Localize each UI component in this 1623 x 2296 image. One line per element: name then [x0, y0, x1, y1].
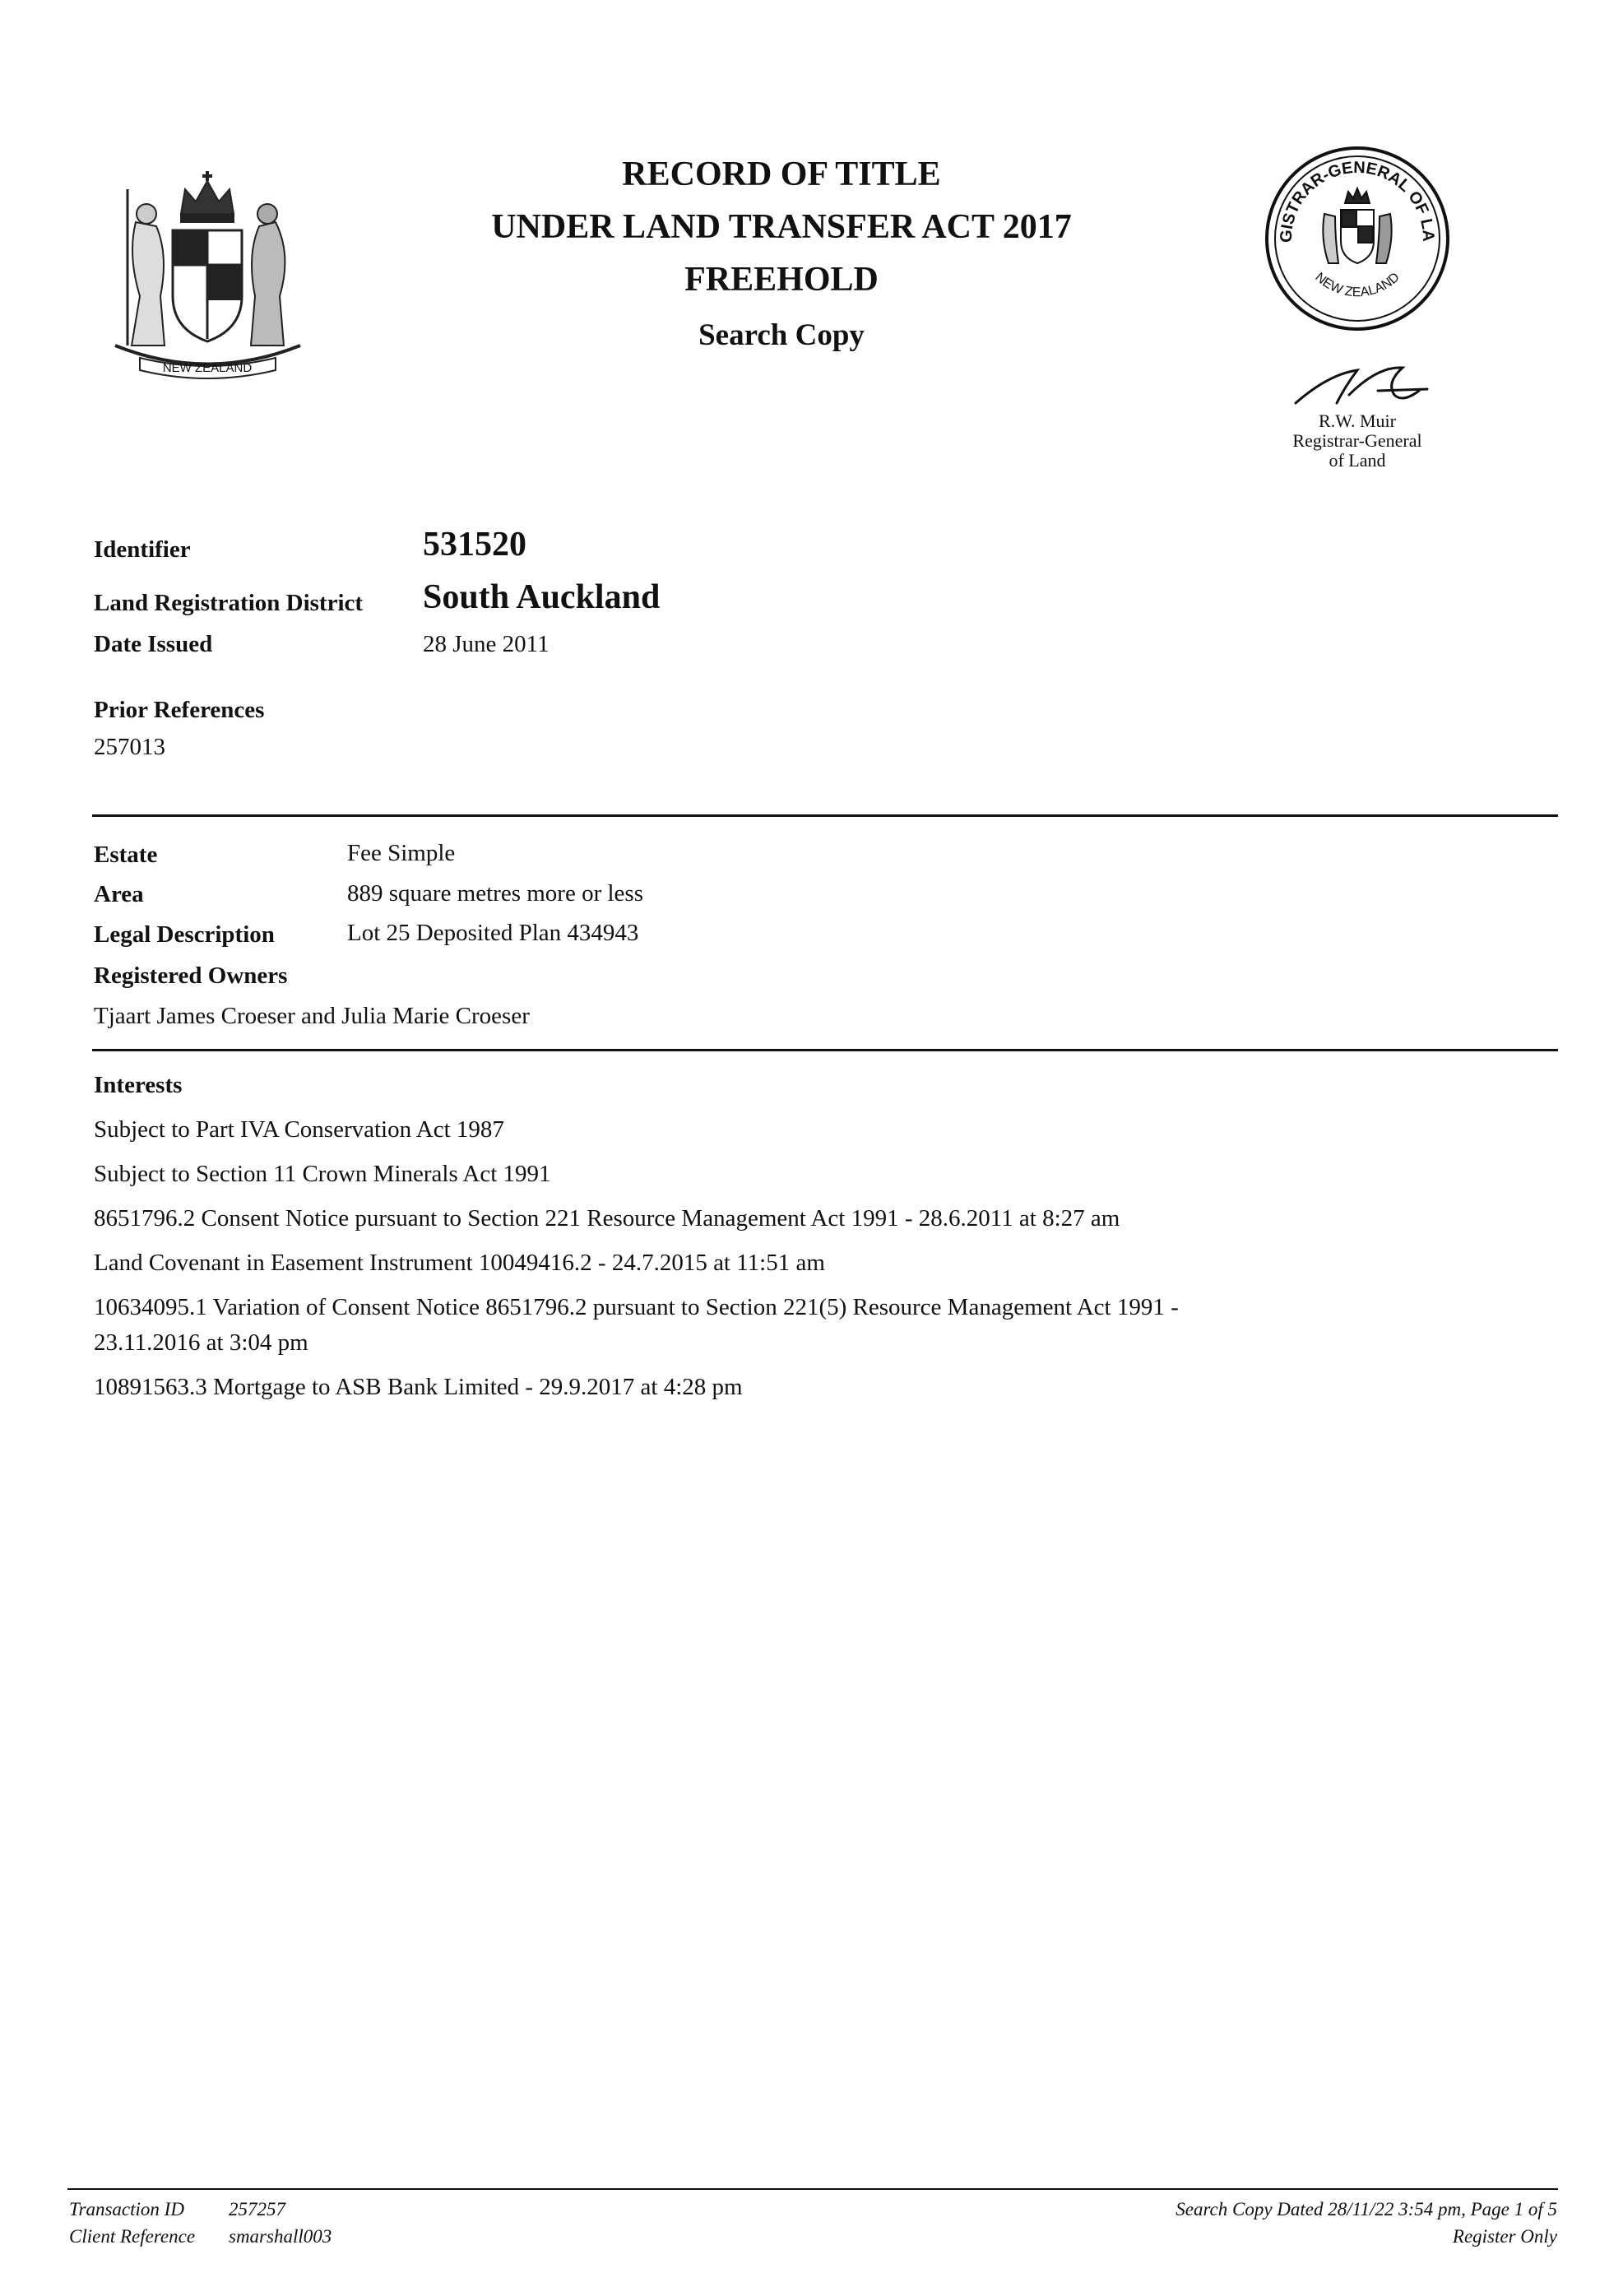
register-only-label: Register Only — [1452, 2226, 1557, 2247]
district-value: South Auckland — [423, 578, 661, 616]
svg-text:NEW ZEALAND: NEW ZEALAND — [1312, 270, 1403, 300]
interests-label: Interests — [94, 1072, 183, 1098]
svg-text:NEW ZEALAND: NEW ZEALAND — [162, 361, 253, 375]
estate-label: Estate — [94, 842, 158, 868]
section-divider — [92, 814, 1558, 817]
section-divider — [92, 1049, 1558, 1051]
title-block — [411, 148, 1152, 353]
registered-owners-value: Tjaart James Croeser and Julia Marie Croeser — [94, 1003, 530, 1029]
document-title-line-3: FREEHOLD — [684, 261, 879, 299]
transaction-id-value: 257257 — [229, 2199, 285, 2219]
registrar-block — [1234, 411, 1481, 471]
document-subtitle: Search Copy — [698, 318, 865, 352]
legal-description-value: Lot 25 Deposited Plan 434943 — [347, 920, 639, 946]
area-label: Area — [94, 881, 144, 907]
registrar-title: Registrar-General — [1292, 430, 1422, 451]
date-issued-label: Date Issued — [94, 631, 213, 657]
coat-of-arms-emblem — [90, 156, 325, 387]
district-label: Land Registration District — [94, 590, 364, 616]
identifier-value: 531520 — [423, 526, 526, 564]
interest-item: Land Covenant in Easement Instrument 10049416.2 - 24.7.2015 at 11:51 am — [94, 1250, 825, 1276]
interest-item: 10634095.1 Variation of Consent Notice 8651796.2 pursuant to Section 221(5) Resource Management Act 1991 - — [94, 1294, 1179, 1320]
prior-references-label: Prior References — [94, 697, 265, 723]
registered-owners-label: Registered Owners — [94, 962, 288, 989]
registrar-general-seal-emblem — [1263, 144, 1452, 333]
client-reference-value: smarshall003 — [229, 2226, 332, 2247]
registrar-title-2: of Land — [1329, 450, 1386, 471]
interest-item: 8651796.2 Consent Notice pursuant to Section 221 Resource Management Act 1991 - 28.6.2011 at 8:27 am — [94, 1205, 1120, 1231]
legal-description-label: Legal Description — [94, 921, 275, 948]
estate-value: Fee Simple — [347, 840, 456, 866]
area-value: 889 square metres more or less — [347, 880, 643, 907]
interest-item: 10891563.3 Mortgage to ASB Bank Limited - 29.9.2017 at 4:28 pm — [94, 1374, 743, 1400]
interest-item: Subject to Section 11 Crown Minerals Act 1991 — [94, 1161, 551, 1187]
interest-item-continuation: 23.11.2016 at 3:04 pm — [94, 1329, 308, 1356]
prior-references-value: 257013 — [94, 734, 165, 760]
document-title-line-2: UNDER LAND TRANSFER ACT 2017 — [491, 208, 1072, 246]
interest-item: Subject to Part IVA Conservation Act 1987 — [94, 1116, 504, 1143]
search-copy-dated: Search Copy Dated 28/11/22 3:54 pm, Page 1 of 5 — [1176, 2199, 1557, 2219]
registrar-name: R.W. Muir — [1319, 410, 1396, 431]
identifier-label: Identifier — [94, 536, 191, 563]
document-title-line-1: RECORD OF TITLE — [622, 155, 941, 193]
footer-divider — [67, 2188, 1558, 2190]
client-reference-label: Client Reference — [69, 2226, 196, 2247]
transaction-id-label: Transaction ID — [69, 2199, 184, 2219]
date-issued-value: 28 June 2011 — [423, 631, 550, 657]
svg-text:REGISTRAR-GENERAL OF LAND: GISTRAR-GENERAL OF LA — [1277, 158, 1438, 244]
